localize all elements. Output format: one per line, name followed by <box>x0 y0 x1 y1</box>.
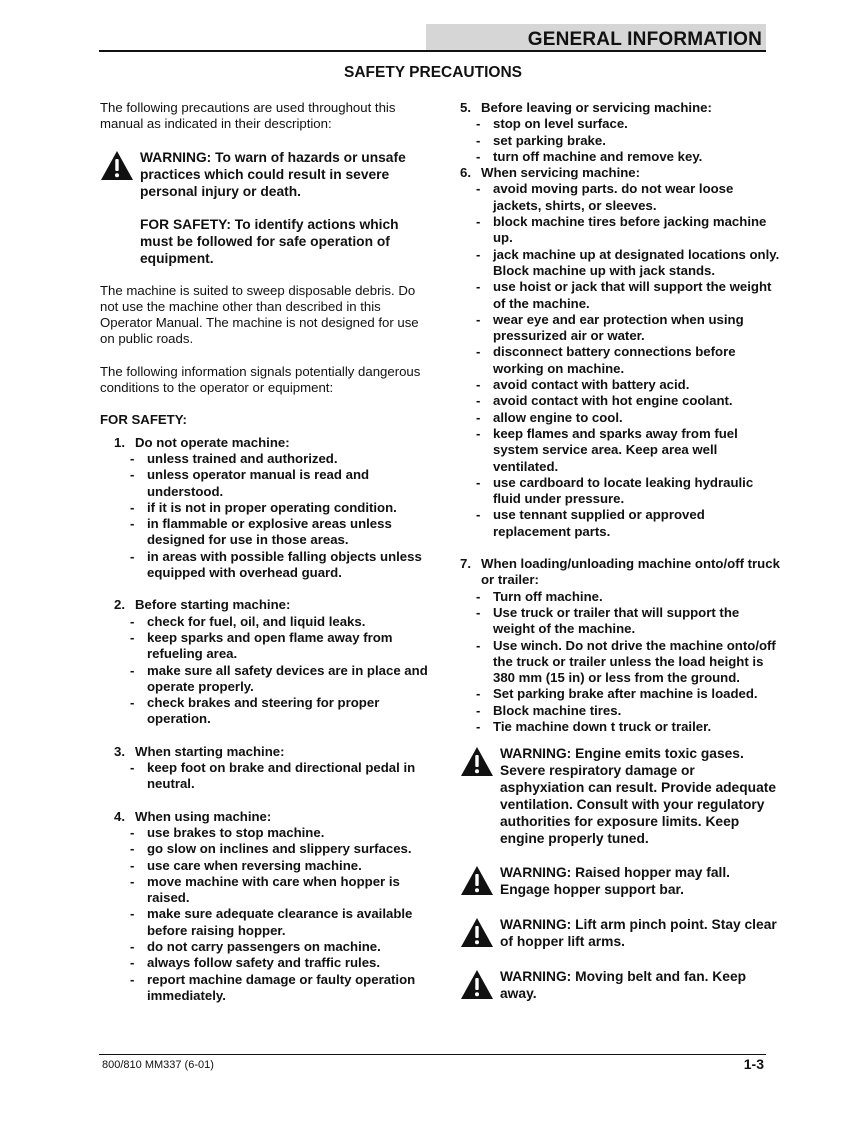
section-number: 1. <box>114 434 125 450</box>
for-safety-definition: FOR SAFETY: To identify actions which must be followed for safe operation of equipment. <box>140 216 399 266</box>
list-item: - in flammable or explosive areas unless designed for use in those areas. <box>130 516 392 548</box>
list-item: - do not carry passengers on machine. <box>130 938 381 954</box>
section-number: 5. <box>460 100 471 115</box>
warning-text: WARNING: Lift arm pinch point. Stay clear of hopper lift arms. <box>500 917 777 950</box>
section-title: Before leaving or servicing machine: <box>481 100 712 115</box>
list-item: - Use truck or trailer that will support the weight of the machine. <box>476 604 740 637</box>
list-item: - avoid contact with battery acid. <box>476 377 690 393</box>
list-item: - check for fuel, oil, and liquid leaks. <box>130 613 366 629</box>
intro-paragraph: The following precautions are used throughout this manual as indicated in their description: <box>100 100 396 132</box>
list-item: - use hoist or jack that will support the weight of the machine. <box>476 279 772 311</box>
section-number: 3. <box>114 743 125 759</box>
section-title: Before starting machine: <box>135 597 291 613</box>
warning-triangle-icon <box>100 150 140 184</box>
list-item: - use brakes to stop machine. <box>130 824 325 840</box>
section-2 <box>100 597 430 727</box>
left-column <box>100 100 430 1004</box>
section-title: When starting machine: <box>135 743 285 759</box>
list-item: - make sure adequate clearance is available before raising hopper. <box>130 906 413 938</box>
warning-definition: WARNING: To warn of hazards or unsafe practices which could result in severe personal injury or death. <box>140 149 406 199</box>
warning-triangle-icon <box>460 746 500 780</box>
section-1 <box>100 435 430 582</box>
list-item: - jack machine up at designated locations only. Block machine up with jack stands. <box>476 246 780 278</box>
list-item: - unless operator manual is read and understood. <box>130 467 370 499</box>
list-item: - make sure all safety devices are in place and operate properly. <box>130 662 428 694</box>
section-4 <box>100 809 430 1005</box>
list-item: - check brakes and steering for proper operation. <box>130 695 380 727</box>
list-item: - report machine damage or faulty operation immediately. <box>130 971 416 1003</box>
section-title: When loading/unloading machine onto/off truck or trailer: <box>481 556 780 588</box>
warning-toxic-gases <box>460 745 780 847</box>
machine-use-paragraph: The machine is suited to sweep disposable debris. Do not use the machine other than described in this Operator Manual. The machine is not designed for use on public roads. <box>100 282 419 347</box>
list-item: - avoid moving parts. do not wear loose jackets, shirts, or sleeves. <box>476 181 734 213</box>
list-item: - go slow on inclines and slippery surfaces. <box>130 841 412 857</box>
list-item: - if it is not in proper operating condition. <box>130 499 397 515</box>
warning-triangle-icon <box>460 917 500 951</box>
section-header-title: GENERAL INFORMATION <box>527 29 762 50</box>
list-item: - turn off machine and remove key. <box>476 148 703 164</box>
section-7 <box>460 556 780 735</box>
warning-triangle-icon <box>460 865 500 899</box>
list-item: - wear eye and ear protection when using pressurized air or water. <box>476 311 744 344</box>
warning-text: WARNING: Engine emits toxic gases. Severe respiratory damage or asphyxiation can result. Provide adequate ventilation. Consult with your regulatory authorities for exposure limits. Keep engine properly tuned. <box>500 746 777 847</box>
list-item: - always follow safety and traffic rules. <box>130 955 381 971</box>
warning-pinch-point <box>460 916 780 951</box>
list-item: - allow engine to cool. <box>476 409 623 425</box>
list-item: - unless trained and authorized. <box>130 450 338 466</box>
signals-paragraph: The following information signals potentially dangerous conditions to the operator or equipment: <box>100 363 421 396</box>
warning-raised-hopper <box>460 864 780 899</box>
header-rule <box>99 50 766 52</box>
list-item: - Turn off machine. <box>476 588 603 604</box>
list-item: - keep sparks and open flame away from refueling area. <box>130 629 393 662</box>
warning-triangle-icon <box>460 969 500 1003</box>
right-column <box>460 100 780 1003</box>
list-item: - Tie machine down t truck or trailer. <box>476 718 712 734</box>
list-item: - block machine tires before jacking machine up. <box>476 214 767 246</box>
list-item: - keep foot on brake and directional pedal in neutral. <box>130 760 416 792</box>
list-item: - keep flames and sparks away from fuel system service area. Keep area well ventilated. <box>476 425 738 474</box>
section-title: When using machine: <box>135 808 272 824</box>
section-number: 7. <box>460 556 471 572</box>
section-title: Do not operate machine: <box>135 434 290 450</box>
warning-moving-belt <box>460 968 780 1003</box>
section-number: 2. <box>114 597 125 613</box>
section-title: When servicing machine: <box>481 165 641 181</box>
definitions-block <box>100 149 430 267</box>
list-item: - Set parking brake after machine is loaded. <box>476 686 758 702</box>
list-item: - use cardboard to locate leaking hydraulic fluid under pressure. <box>476 474 754 507</box>
list-item: - disconnect battery connections before working on machine. <box>476 344 736 376</box>
list-item: - move machine with care when hopper is raised. <box>130 873 400 906</box>
list-item: - in areas with possible falling objects unless equipped with overhead guard. <box>130 548 422 581</box>
list-item: - Block machine tires. <box>476 702 622 718</box>
page-title: SAFETY PRECAUTIONS <box>344 64 522 81</box>
section-3 <box>100 744 430 793</box>
list-item: - set parking brake. <box>476 132 606 148</box>
footer-page-number: 1-3 <box>743 1056 764 1072</box>
section-6 <box>460 165 780 540</box>
list-item: - Use winch. Do not drive the machine onto/off the truck or trailer unless the load height is 380 mm (15 in) or less from the ground. <box>476 637 776 686</box>
list-item: - avoid contact with hot engine coolant. <box>476 393 733 409</box>
list-item: - stop on level surface. <box>476 116 628 132</box>
for-safety-heading: FOR SAFETY: <box>100 412 187 428</box>
footer-doc-id: 800/810 MM337 (6-01) <box>102 1059 214 1071</box>
list-item: - use tennant supplied or approved replacement parts. <box>476 507 705 539</box>
section-number: 4. <box>114 808 125 824</box>
warning-text: WARNING: Raised hopper may fall. Engage hopper support bar. <box>500 865 730 898</box>
footer-rule <box>99 1054 766 1055</box>
section-number: 6. <box>460 165 471 181</box>
list-item: - use care when reversing machine. <box>130 857 362 873</box>
warning-text: WARNING: Moving belt and fan. Keep away. <box>500 969 747 1002</box>
section-5 <box>460 100 780 165</box>
